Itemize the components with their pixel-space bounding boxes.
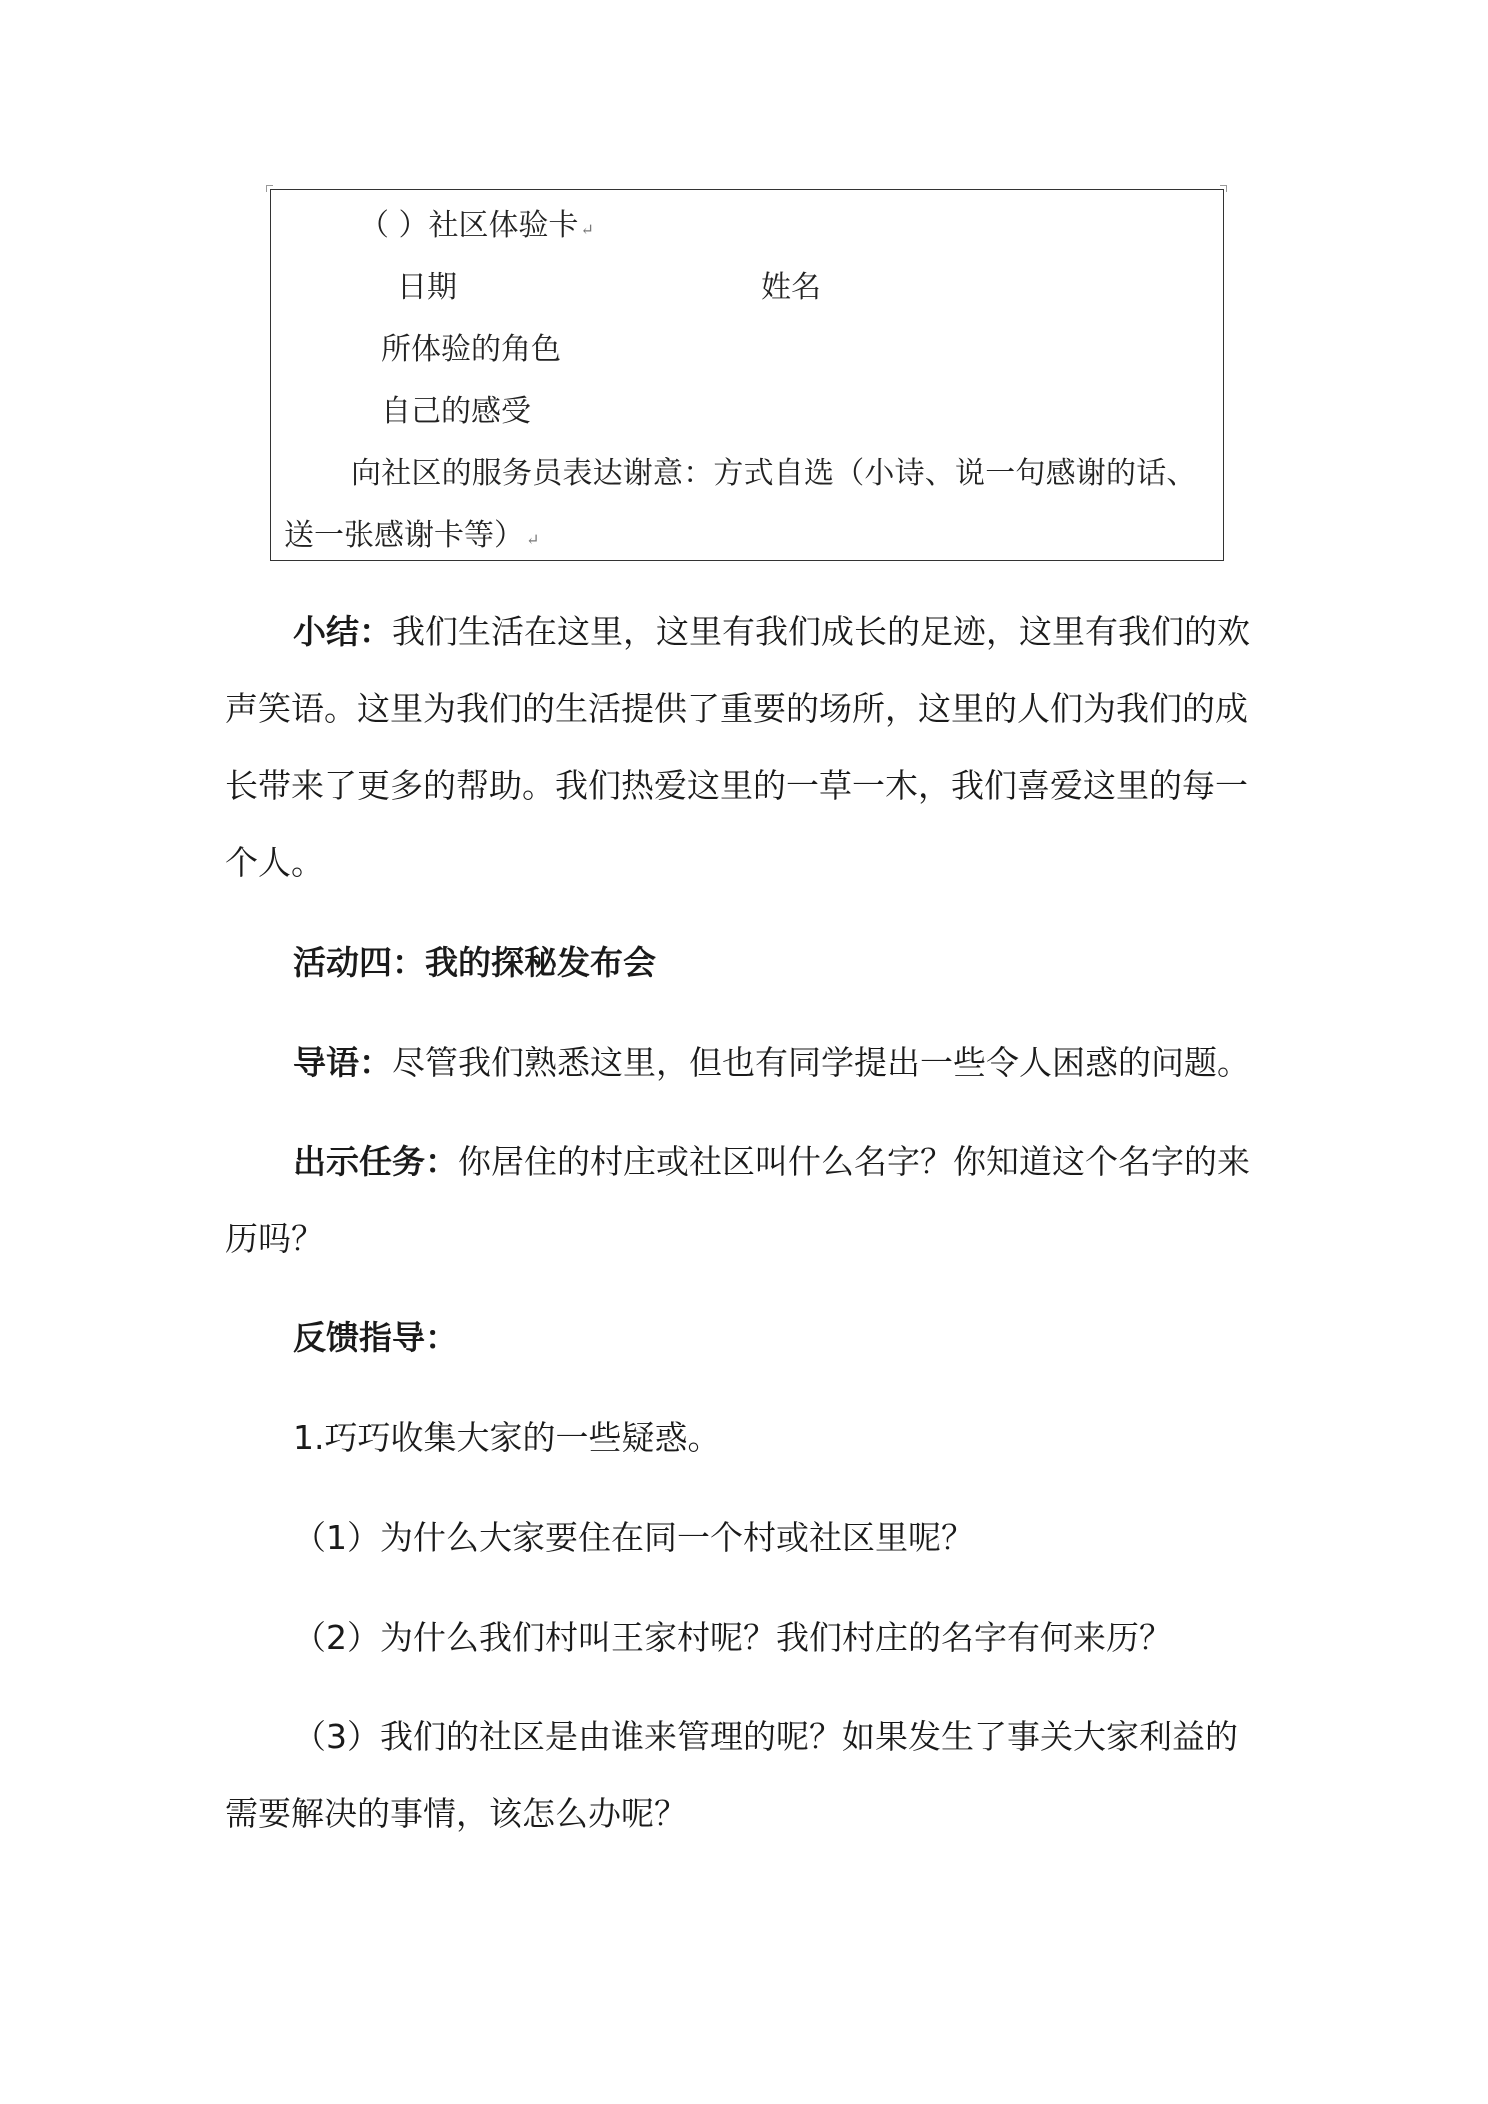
intro-label: 导语： — [293, 1043, 392, 1082]
question-3-line-1: （3）我们的社区是由谁来管理的呢？如果发生了事关大家利益的 — [293, 1717, 1238, 1756]
summary-line-4: 个人。 — [225, 843, 324, 882]
experience-card — [270, 189, 1224, 561]
date-label: 日期 — [397, 270, 457, 305]
task-line-2: 历吗？ — [225, 1219, 324, 1258]
activity4-heading: 活动四：我的探秘发布会 — [293, 943, 656, 982]
thanks-line-2: 送一张感谢卡等） ↵ — [284, 518, 540, 553]
task-line-1: 出示任务：你居住的村庄或社区叫什么名字？你知道这个名字的来 — [293, 1142, 1250, 1181]
task-label: 出示任务： — [293, 1142, 458, 1181]
card-title: （ ）社区体验卡 ↵ — [359, 208, 594, 243]
feeling-label: 自己的感受 — [381, 394, 531, 429]
summary-line-3: 长带来了更多的帮助。我们热爱这里的一草一木，我们喜爱这里的每一 — [225, 766, 1248, 805]
summary-line-2: 声笑语。这里为我们的生活提供了重要的场所，这里的人们为我们的成 — [225, 689, 1248, 728]
summary-line-1: 小结：我们生活在这里，这里有我们成长的足迹，这里有我们的欢 — [293, 612, 1250, 651]
feedback-item-1: 1.巧巧收集大家的一些疑惑。 — [293, 1418, 721, 1457]
feedback-heading: 反馈指导： — [293, 1318, 458, 1357]
return-mark: ↵ — [580, 220, 594, 239]
name-label: 姓名 — [761, 270, 821, 305]
question-3-line-2: 需要解决的事情，该怎么办呢？ — [225, 1794, 687, 1833]
question-2: （2）为什么我们村叫王家村呢？我们村庄的名字有何来历？ — [293, 1618, 1172, 1657]
question-1: （1）为什么大家要住在同一个村或社区里呢？ — [293, 1518, 974, 1557]
intro-line: 导语：尽管我们熟悉这里，但也有同学提出一些令人困惑的问题。 — [293, 1043, 1250, 1082]
role-label: 所体验的角色 — [381, 332, 561, 367]
summary-label: 小结： — [293, 612, 392, 651]
return-mark: ↵ — [526, 530, 540, 549]
thanks-line-1: 向社区的服务员表达谢意：方式自选（小诗、说一句感谢的话、 — [351, 456, 1197, 491]
